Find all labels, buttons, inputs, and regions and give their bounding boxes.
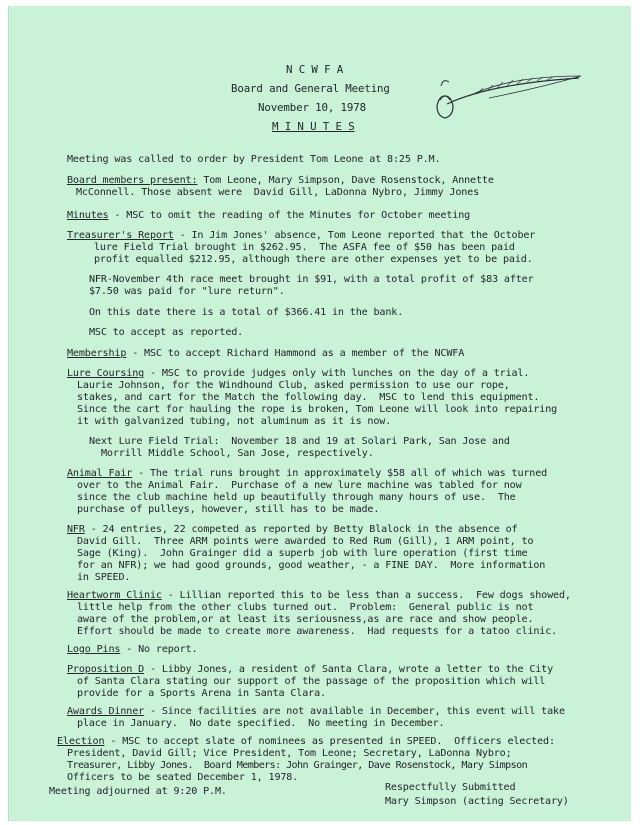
board-present-line-1: Board members present: Tom Leone, Mary Simpson, Dave Rosenstock, Annette [67,175,494,186]
minutes-page [8,6,631,821]
logo-pins-heading: Logo Pins [67,644,121,655]
treasurer-line-3: profit equalled $212.95, although there are other expenses yet to be paid. [94,254,533,265]
logo-pins-section: Logo Pins - No report. [67,644,198,655]
heartworm-line-4: Effort should be made to create more awareness. Had requests for a tatoo clinic. [77,626,558,637]
animal-fair-line-4: purchase of pulleys, however, still has to be made. [77,504,380,515]
nfr-line-3: Sage (King). John Grainger did a superb job with lure operation (first time [77,548,528,559]
meeting-date: November 10, 1978 [258,101,366,114]
nfr-line-5: in SPEED. [77,572,131,583]
lure-line-2: Laurie Johnson, for the Windhound Club, asked permission to use our rope, [77,380,510,391]
animal-fair-line-1: Animal Fair - The trial runs brought in approximately $58 all of which was turned [67,468,548,479]
quill-inkwell-icon [429,66,589,126]
nfr-line-2: David Gill. Three ARM points were awarded to Red Rum (Gill), 1 ARM point, to [77,536,534,547]
membership-heading: Membership [67,348,127,359]
proposition-heading: Proposition D [67,664,145,675]
proposition-line-2: of Santa Clara stating our support of the passage of the proposition which will [77,676,546,687]
nfr-heading: NFR [67,524,85,535]
nfr-race-line-2: $7.50 was paid for "lure return". [89,286,285,297]
next-trial-line-1: Next Lure Field Trial: November 18 and 19 at Solari Park, San Jose and [89,436,510,447]
org-title: N C W F A [286,63,344,76]
board-present-heading: Board members present: [67,175,198,186]
minutes-section: Minutes - MSC to omit the reading of the Minutes for October meeting [67,210,471,221]
treasurer-heading: Treasurer's Report [67,230,174,241]
minutes-heading: Minutes [67,210,109,221]
awards-line-2: place in January. No date specified. No meeting in December. [77,718,445,729]
election-line-4: Officers to be seated December 1, 1978. [67,772,299,783]
awards-line-1: Awards Dinner - Since facilities are not available in December, this event will take [67,706,565,717]
election-heading: Election [57,736,105,747]
minutes-title: M I N U T E S [272,120,355,133]
lure-line-1: Lure Coursing - MSC to provide judges only with lunches on the day of a trial. [67,368,530,379]
secretary-signature: Mary Simpson (acting Secretary) [385,796,569,807]
membership-section: Membership - MSC to accept Richard Hammond as a member of the NCWFA [67,348,465,359]
election-line-2: President, David Gill; Vice President, Tom Leone; Secretary, LaDonna Nybro; [67,748,512,759]
heartworm-line-1: Heartworm Clinic - Lillian reported this to be less than a success. Few dogs showed, [67,590,571,601]
proposition-line-1: Proposition D - Libby Jones, a resident of Santa Clara, wrote a letter to the City [67,664,554,675]
election-line-1: Election - MSC to accept slate of nominees as presented in SPEED. Officers elected: [57,736,555,747]
proposition-line-3: provide for a Sports Arena in Santa Clara. [77,688,326,699]
bank-total: On this date there is a total of $366.41 in the bank. [89,307,404,318]
adjourned: Meeting adjourned at 9:20 P.M. [49,786,227,797]
lure-line-4: Since the cart for hauling the rope is broken, Tom Leone will look into repairing [77,404,558,415]
msc-accept: MSC to accept as reported. [89,327,244,338]
animal-fair-heading: Animal Fair [67,468,133,479]
respectfully-submitted: Respectfully Submitted [385,782,516,793]
treasurer-line-1: Treasurer's Report - In Jim Jones' absence, Tom Leone reported that the October [67,230,536,241]
animal-fair-line-3: since the club machine held up beautifully through many hours of use. The [77,492,516,503]
animal-fair-line-2: over to the Animal Fair. Purchase of a new lure machine was tabled for now [77,480,522,491]
heartworm-line-3: aware of the problem,or at least its seriousness,as are race and show people. [77,614,534,625]
board-present-line-2: McConnell. Those absent were David Gill, LaDonna Nybro, Jimmy Jones [76,187,480,198]
nfr-line-4: for an NFR); we had good grounds, good weather, - a FINE DAY. More information [77,560,546,571]
heartworm-line-2: little help from the other clubs turned out. Problem: General public is not [77,602,534,613]
nfr-line-1: NFR - 24 entries, 22 competed as reported by Betty Blalock in the absence of [67,524,518,535]
lure-line-3: stakes, and cart for the Match the following day. MSC to lend this equipment. [77,392,540,403]
treasurer-line-2: lure Field Trial brought in $262.95. The ASFA fee of $50 has been paid [94,242,515,253]
heartworm-heading: Heartworm Clinic [67,590,162,601]
lure-coursing-heading: Lure Coursing [67,368,145,379]
election-line-3: Treasurer, Libby Jones. Board Members: John Grainger, Dave Rosenstock, Mary Simpson [67,760,528,771]
nfr-race-line-1: NFR-November 4th race meet brought in $91, with a total profit of $83 after [89,274,534,285]
next-trial-line-2: Morrill Middle School, San Jose, respectively. [101,448,374,459]
call-to-order: Meeting was called to order by President Tom Leone at 8:25 P.M. [67,154,441,165]
awards-heading: Awards Dinner [67,706,145,717]
meeting-title: Board and General Meeting [231,82,390,95]
lure-line-5: it with galvanized tubing, not aluminum as it is now. [77,416,392,427]
